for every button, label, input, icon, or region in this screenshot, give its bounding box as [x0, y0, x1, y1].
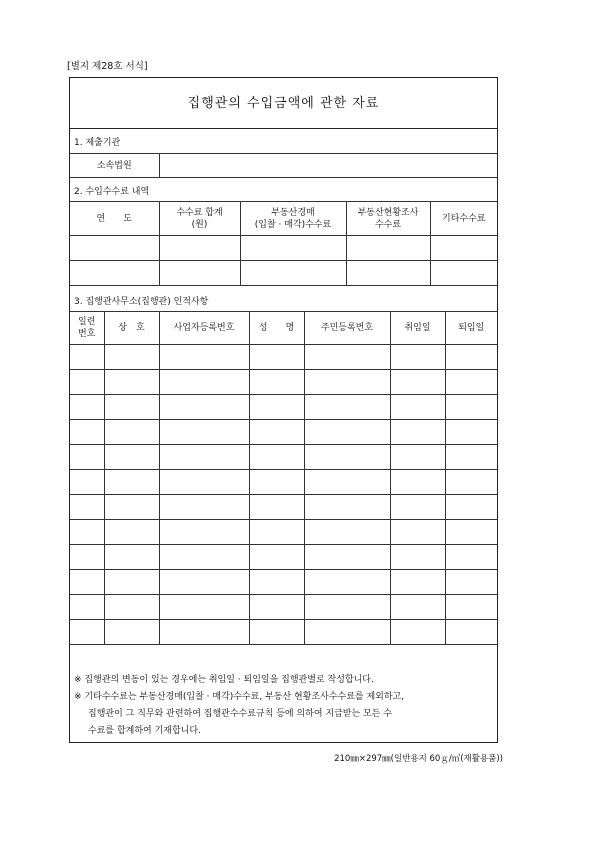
note-1: ※ 집행관의 변동이 있는 경우에는 취임일 · 퇴임일을 집행관별로 작성합니다.	[74, 675, 374, 685]
note-2c: 수료를 합계하여 기재합니다.	[88, 726, 201, 736]
form-number-label: [별지 제28호 서식]	[67, 61, 148, 72]
person-cell[interactable]	[445, 395, 497, 420]
person-cell[interactable]	[104, 420, 159, 445]
person-cell[interactable]	[159, 395, 249, 420]
person-cell[interactable]	[249, 545, 304, 570]
person-cell[interactable]	[159, 520, 249, 545]
table-row	[70, 520, 497, 545]
person-cell[interactable]	[304, 495, 390, 520]
person-header: 일련 번호	[70, 312, 104, 345]
person-cell[interactable]	[304, 470, 390, 495]
person-header: 주민등록번호	[304, 312, 390, 345]
person-cell[interactable]	[249, 395, 304, 420]
paper-size-note: 210㎜×297㎜(일반용지 60ｇ/㎡(재활용품))	[334, 754, 503, 764]
person-cell[interactable]	[304, 445, 390, 470]
table-row	[70, 470, 497, 495]
person-cell[interactable]	[390, 620, 445, 645]
table-row	[70, 420, 497, 445]
notes	[74, 672, 491, 740]
form-frame	[69, 77, 498, 743]
person-cell[interactable]	[70, 420, 104, 445]
person-header: 성 명	[249, 312, 304, 345]
fee-cell[interactable]	[430, 261, 497, 286]
person-cell[interactable]	[445, 520, 497, 545]
fee-cell[interactable]	[70, 261, 159, 286]
person-cell[interactable]	[304, 545, 390, 570]
person-cell[interactable]	[104, 620, 159, 645]
table-row	[70, 545, 497, 570]
person-cell[interactable]	[445, 495, 497, 520]
person-cell[interactable]	[304, 420, 390, 445]
person-header: 상 호	[104, 312, 159, 345]
person-cell[interactable]	[390, 470, 445, 495]
fee-header: 부동산경매 (입찰 · 매각)수수료	[240, 202, 346, 236]
person-cell[interactable]	[70, 345, 104, 370]
person-cell[interactable]	[159, 370, 249, 395]
person-cell[interactable]	[390, 495, 445, 520]
fee-cell[interactable]	[346, 236, 430, 261]
person-cell[interactable]	[445, 470, 497, 495]
section2-heading: 2. 수입수수료 내역	[74, 187, 150, 197]
fee-cell[interactable]	[346, 261, 430, 286]
person-cell[interactable]	[159, 620, 249, 645]
person-cell[interactable]	[70, 620, 104, 645]
person-cell[interactable]	[445, 345, 497, 370]
table-row	[70, 345, 497, 370]
table-row	[70, 620, 497, 645]
person-cell[interactable]	[159, 545, 249, 570]
person-cell[interactable]	[390, 595, 445, 620]
person-cell[interactable]	[70, 445, 104, 470]
person-header: 취임일	[390, 312, 445, 345]
person-cell[interactable]	[159, 470, 249, 495]
person-cell[interactable]	[104, 495, 159, 520]
person-cell[interactable]	[104, 395, 159, 420]
person-cell[interactable]	[70, 520, 104, 545]
person-cell[interactable]	[159, 570, 249, 595]
person-cell[interactable]	[249, 595, 304, 620]
court-field[interactable]	[159, 154, 497, 178]
person-cell[interactable]	[70, 470, 104, 495]
person-cell[interactable]	[390, 445, 445, 470]
person-cell[interactable]	[104, 545, 159, 570]
fee-header: 기타수수료	[430, 202, 497, 236]
person-cell[interactable]	[390, 345, 445, 370]
person-header: 사업자등록번호	[159, 312, 249, 345]
fee-table	[70, 201, 497, 286]
person-cell[interactable]	[445, 620, 497, 645]
court-table	[70, 153, 497, 178]
table-row	[70, 570, 497, 595]
person-cell[interactable]	[304, 345, 390, 370]
person-cell[interactable]	[304, 370, 390, 395]
section1-heading: 1. 제출기관	[74, 138, 121, 148]
person-cell[interactable]	[249, 620, 304, 645]
table-row	[70, 495, 497, 520]
form-title: 집행관의 수입금액에 관한 자료	[187, 96, 380, 111]
fee-header: 연 도	[70, 202, 159, 236]
personnel-table	[70, 311, 497, 645]
person-cell[interactable]	[445, 370, 497, 395]
person-cell[interactable]	[445, 545, 497, 570]
person-cell[interactable]	[249, 470, 304, 495]
person-cell[interactable]	[104, 345, 159, 370]
fee-header: 수수료 합계 (원)	[159, 202, 240, 236]
person-cell[interactable]	[159, 595, 249, 620]
person-cell[interactable]	[70, 395, 104, 420]
note-2a: ※ 기타수수료는 부동산경매(입찰 · 매각)수수료, 부동산 현황조사수수료를 제외하고,	[74, 692, 405, 702]
person-cell[interactable]	[445, 445, 497, 470]
person-cell[interactable]	[159, 420, 249, 445]
fee-cell[interactable]	[159, 261, 240, 286]
person-cell[interactable]	[104, 570, 159, 595]
person-cell[interactable]	[390, 395, 445, 420]
person-cell[interactable]	[304, 595, 390, 620]
person-cell[interactable]	[159, 345, 249, 370]
person-cell[interactable]	[70, 570, 104, 595]
person-cell[interactable]	[390, 545, 445, 570]
person-cell[interactable]	[390, 370, 445, 395]
table-row	[70, 370, 497, 395]
table-row	[70, 595, 497, 620]
person-cell[interactable]	[249, 520, 304, 545]
fee-cell[interactable]	[70, 236, 159, 261]
table-row	[70, 236, 497, 261]
person-cell[interactable]	[304, 520, 390, 545]
person-cell[interactable]	[104, 370, 159, 395]
person-cell[interactable]	[159, 495, 249, 520]
person-cell[interactable]	[159, 445, 249, 470]
person-cell[interactable]	[304, 620, 390, 645]
person-cell[interactable]	[70, 495, 104, 520]
person-header: 퇴임일	[445, 312, 497, 345]
fee-cell[interactable]	[159, 236, 240, 261]
person-cell[interactable]	[390, 420, 445, 445]
person-cell[interactable]	[249, 445, 304, 470]
person-cell[interactable]	[249, 345, 304, 370]
note-2b: 집행관이 그 직무와 관련하여 집행관수수료규칙 등에 의하여 지급받는 모든 수	[88, 709, 392, 719]
person-cell[interactable]	[445, 420, 497, 445]
person-cell[interactable]	[70, 545, 104, 570]
fee-cell[interactable]	[240, 261, 346, 286]
person-cell[interactable]	[104, 520, 159, 545]
person-cell[interactable]	[104, 445, 159, 470]
person-cell[interactable]	[70, 595, 104, 620]
table-row	[70, 395, 497, 420]
person-cell[interactable]	[390, 520, 445, 545]
person-cell[interactable]	[249, 420, 304, 445]
divider	[70, 128, 497, 129]
person-cell[interactable]	[249, 370, 304, 395]
person-cell[interactable]	[104, 595, 159, 620]
table-row	[70, 261, 497, 286]
fee-cell[interactable]	[430, 236, 497, 261]
person-cell[interactable]	[304, 570, 390, 595]
person-cell[interactable]	[390, 570, 445, 595]
section3-heading: 3. 집행관사무소(집행관) 인적사항	[74, 297, 209, 307]
table-row	[70, 445, 497, 470]
person-cell[interactable]	[249, 570, 304, 595]
person-cell[interactable]	[445, 595, 497, 620]
person-cell[interactable]	[104, 470, 159, 495]
fee-cell[interactable]	[240, 236, 346, 261]
person-cell[interactable]	[304, 395, 390, 420]
fee-header: 부동산현황조사 수수료	[346, 202, 430, 236]
person-cell[interactable]	[70, 370, 104, 395]
person-cell[interactable]	[445, 570, 497, 595]
person-cell[interactable]	[249, 495, 304, 520]
court-label: 소속법원	[70, 154, 159, 178]
